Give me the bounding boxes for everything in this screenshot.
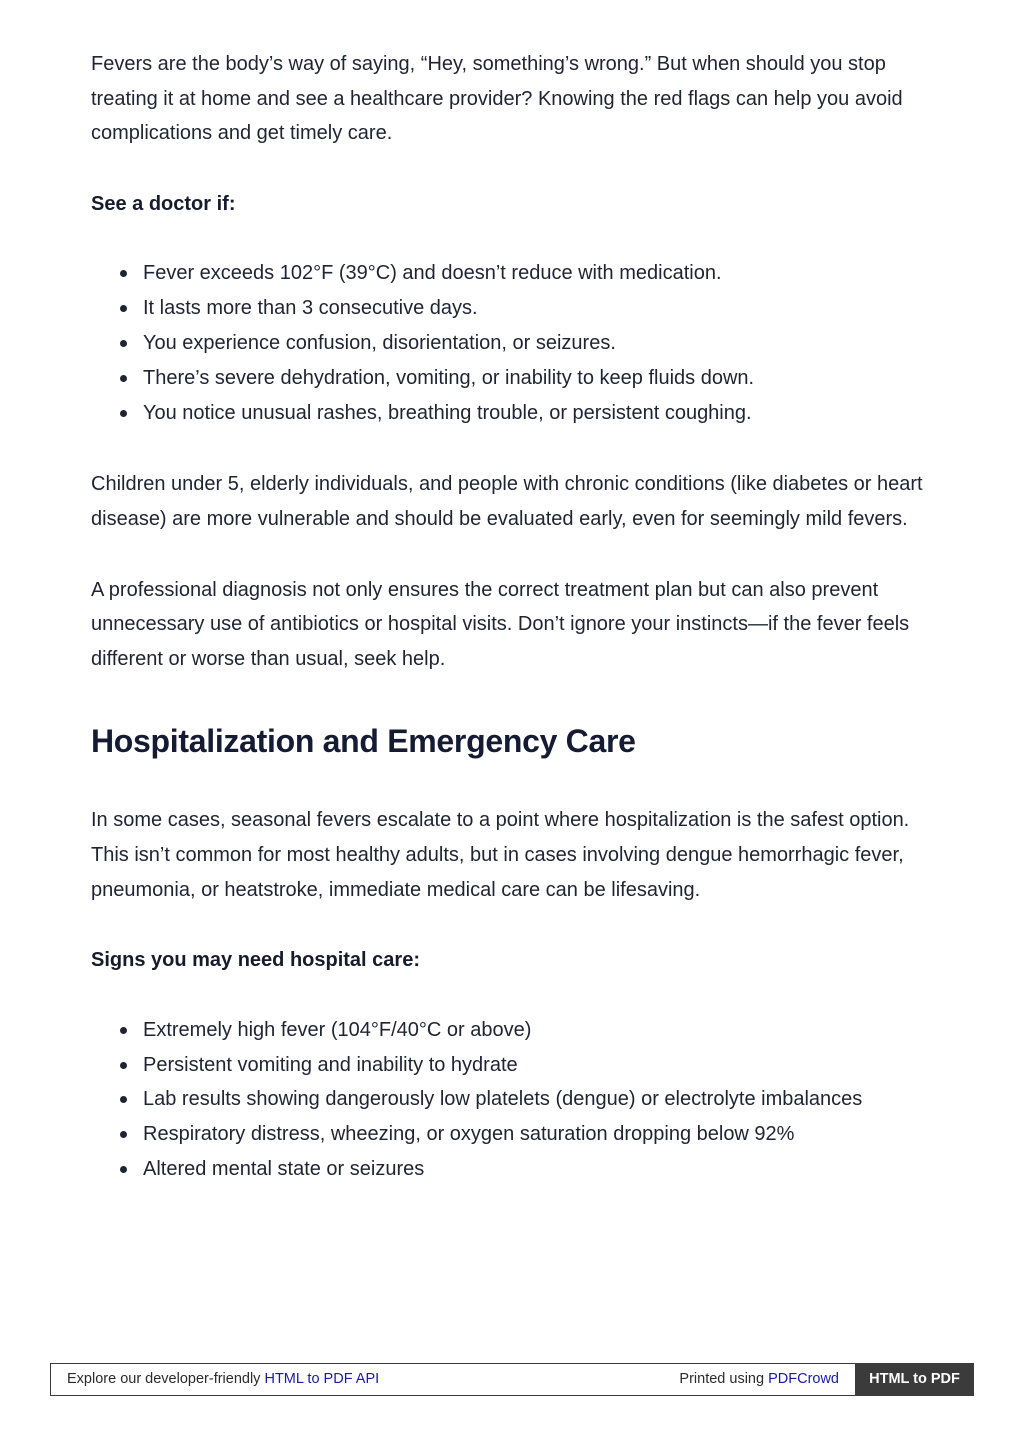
footer-explore-text: Explore our developer-friendly [67, 1371, 265, 1387]
vulnerable-paragraph: Children under 5, elderly individuals, and people with chronic conditions (like diabetes or heart disease) are more vulnerable and should be evaluated early, even for seemingly mild fevers. [91, 473, 923, 530]
list-item-text: Respiratory distress, wheezing, or oxygen saturation dropping below 92% [143, 1123, 795, 1146]
list-item-text: Fever exceeds 102°F (39°C) and doesn’t reduce with medication. [143, 262, 722, 285]
list-item-text: It lasts more than 3 consecutive days. [143, 297, 478, 320]
bullet-icon [120, 1166, 127, 1173]
footer-printed [679, 1364, 839, 1395]
list-item [143, 361, 931, 396]
footer-explore [67, 1364, 379, 1395]
see-doctor-list [91, 256, 931, 430]
hospital-signs-heading: Signs you may need hospital care: [91, 949, 420, 972]
list-item [143, 291, 931, 326]
bullet-icon [120, 1096, 127, 1103]
html-to-pdf-badge[interactable]: HTML to PDF [855, 1363, 974, 1396]
pdfcrowd-link[interactable]: PDFCrowd [768, 1371, 839, 1387]
bullet-icon [120, 1131, 127, 1138]
list-item-text: Persistent vomiting and inability to hydrate [143, 1053, 518, 1076]
list-item-text: Extremely high fever (104°F/40°C or above) [143, 1018, 532, 1041]
html-to-pdf-api-link[interactable]: HTML to PDF API [264, 1371, 380, 1387]
see-doctor-heading: See a doctor if: [91, 192, 236, 215]
list-item-text: You experience confusion, disorientation, or seizures. [143, 331, 616, 354]
article-content [91, 47, 931, 1187]
list-item [143, 1048, 931, 1083]
footer-printed-text: Printed using [679, 1371, 769, 1387]
list-item [143, 256, 931, 291]
list-item [143, 396, 931, 431]
list-item [143, 1082, 931, 1117]
bullet-icon [120, 375, 127, 382]
bullet-icon [120, 1027, 127, 1034]
pdf-footer-bar [50, 1363, 974, 1396]
list-item-text: You notice unusual rashes, breathing trouble, or persistent coughing. [143, 401, 752, 424]
bullet-icon [120, 410, 127, 417]
bullet-icon [120, 270, 127, 277]
list-item-text: Lab results showing dangerously low platelets (dengue) or electrolyte imbalances [143, 1088, 863, 1111]
bullet-icon [120, 1062, 127, 1069]
list-item [143, 1013, 931, 1048]
hospital-signs-list [91, 1013, 931, 1187]
bullet-icon [120, 305, 127, 312]
intro-paragraph: Fevers are the body’s way of saying, “Hey, something’s wrong.” But when should you stop treating it at home and see a healthcare provider? Knowing the red flags can help you avoid complications and get timely care. [91, 53, 903, 145]
bullet-icon [120, 340, 127, 347]
hospitalization-paragraph: In some cases, seasonal fevers escalate to a point where hospitalization is the safest option. This isn’t common for most healthy adults, but in cases involving dengue hemorrhagic fever, pneumonia, or heatstroke, immediate medical care can be lifesaving. [91, 809, 910, 901]
list-item-text: Altered mental state or seizures [143, 1157, 425, 1180]
list-item [143, 326, 931, 361]
list-item [143, 1117, 931, 1152]
hospitalization-heading: Hospitalization and Emergency Care [91, 723, 636, 760]
list-item-text: There’s severe dehydration, vomiting, or inability to keep fluids down. [143, 366, 755, 389]
diagnosis-paragraph: A professional diagnosis not only ensures the correct treatment plan but can also prevent unnecessary use of antibiotics or hospital visits. Don’t ignore your instincts—if the fever feels different or worse than usual, seek help. [91, 578, 910, 670]
list-item [143, 1152, 931, 1187]
